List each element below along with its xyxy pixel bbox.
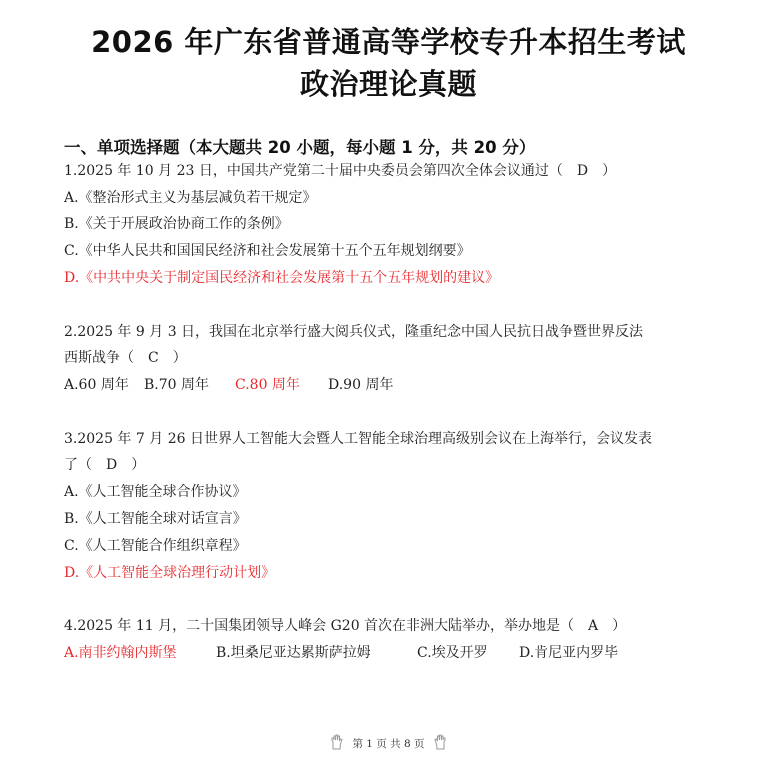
- question-1-option-b: B.《关于开展政治协商工作的条例》: [64, 216, 289, 232]
- question-4-option-a-answer: A.南非约翰内斯堡: [64, 645, 177, 661]
- question-3-stem-line-1: 3.2025 年 7 月 26 日世界人工智能大会暨人工智能全球治理高级别会议在上海举行，会议发表: [64, 431, 652, 447]
- page-number: 第 1 页 共 8 页: [352, 738, 425, 750]
- question-4-option-b: B.坦桑尼亚达累斯萨拉姆: [216, 645, 371, 661]
- question-1-stem: 1.2025 年 10 月 23 日，中国共产党第二十届中央委员会第四次全体会议通过（ D ）: [64, 163, 617, 179]
- question-4-stem: 4.2025 年 11 月，二十国集团领导人峰会 G20 首次在非洲大陆举办，举办地是（ A ）: [64, 618, 627, 634]
- question-2-stem-line-2: 西斯战争（ C ）: [64, 350, 187, 366]
- section-heading: 一、单项选择题（本大题共 20 小题，每小题 1 分，共 20 分）: [64, 138, 536, 157]
- hand-icon: [433, 734, 447, 753]
- question-3-option-d-answer: D.《人工智能全球治理行动计划》: [64, 565, 276, 581]
- exam-title-line-1: 2026 年广东省普通高等学校专升本招生考试: [91, 25, 686, 59]
- question-3-option-b: B.《人工智能全球对话宣言》: [64, 511, 247, 527]
- question-2-option-c-answer: C.80 周年: [235, 377, 300, 393]
- question-2-option-d: D.90 周年: [328, 377, 394, 393]
- question-1-option-c: C.《中华人民共和国国民经济和社会发展第十五个五年规划纲要》: [64, 243, 471, 259]
- question-4-option-c: C.埃及开罗: [417, 645, 488, 661]
- question-2-option-b: B.70 周年: [144, 377, 210, 393]
- question-3-option-c: C.《人工智能合作组织章程》: [64, 538, 247, 554]
- hand-icon: [330, 734, 344, 753]
- question-1-option-a: A.《整治形式主义为基层减负若干规定》: [64, 190, 317, 206]
- page-footer: [0, 734, 777, 753]
- question-1-option-d-answer: D.《中共中央关于制定国民经济和社会发展第十五个五年规划的建议》: [64, 270, 500, 286]
- question-2-option-a: A.60 周年: [64, 377, 129, 393]
- question-4-option-d: D.肯尼亚内罗毕: [519, 645, 619, 661]
- question-2-stem-line-1: 2.2025 年 9 月 3 日，我国在北京举行盛大阅兵仪式，隆重纪念中国人民抗日战争暨世界反法: [64, 324, 644, 340]
- question-2-options: [64, 376, 393, 394]
- exam-title-line-2: 政治理论真题: [299, 67, 477, 101]
- question-4-options: [64, 644, 618, 662]
- question-3-stem-line-2: 了（ D ）: [64, 457, 146, 473]
- question-3-option-a: A.《人工智能全球合作协议》: [64, 484, 247, 500]
